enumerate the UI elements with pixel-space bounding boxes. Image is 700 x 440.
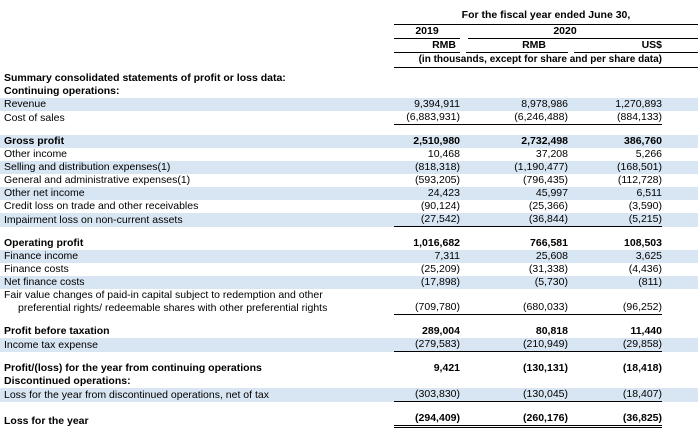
value-cell: (29,858) bbox=[568, 338, 662, 352]
row-label: Summary consolidated statements of profit or loss data: bbox=[4, 72, 286, 84]
row-label: Revenue bbox=[4, 98, 47, 110]
row-label: Net finance costs bbox=[4, 276, 85, 288]
value-cell: (18,407) bbox=[568, 388, 662, 402]
row-label: Fair value changes of paid-in capital subject to redemption and other preferential rights/ redeemable shares with other preferential rights bbox=[4, 289, 328, 314]
header-currency-row bbox=[0, 39, 698, 53]
table-row bbox=[0, 174, 698, 187]
value-cell: 766,581 bbox=[530, 237, 568, 249]
value-cell: (818,318) bbox=[415, 161, 460, 173]
table-row bbox=[0, 325, 698, 338]
row-label: Selling and distribution expenses(1) bbox=[4, 161, 171, 173]
row-label: Discontinued operations: bbox=[4, 375, 131, 387]
value-cell: (3,590) bbox=[628, 200, 662, 212]
value-cell: 6,511 bbox=[636, 187, 662, 199]
value-cell: (36,844) bbox=[460, 213, 568, 227]
value-cell: (210,949) bbox=[460, 338, 568, 352]
row-spacer bbox=[0, 352, 698, 362]
value-cell: 10,468 bbox=[427, 148, 460, 160]
value-cell: 80,818 bbox=[535, 325, 568, 337]
value-cell: (168,501) bbox=[617, 161, 662, 173]
table-row bbox=[0, 135, 698, 148]
value-cell: 3,625 bbox=[635, 250, 662, 262]
table-row bbox=[0, 187, 698, 200]
value-cell: (17,898) bbox=[420, 276, 460, 288]
table-row bbox=[0, 148, 698, 161]
value-cell: (884,133) bbox=[568, 111, 662, 125]
row-spacer bbox=[0, 402, 698, 412]
table-row bbox=[0, 161, 698, 174]
table-row bbox=[0, 237, 698, 250]
table-row bbox=[0, 250, 698, 263]
value-cell: (680,033) bbox=[460, 301, 568, 315]
row-label: Operating profit bbox=[4, 237, 84, 249]
fiscal-year-heading: For the fiscal year ended June 30, bbox=[394, 8, 698, 25]
value-cell: 25,608 bbox=[535, 250, 568, 262]
table-row bbox=[0, 375, 698, 388]
value-cell: 45,997 bbox=[535, 187, 568, 199]
table-row bbox=[0, 388, 698, 402]
table-header bbox=[0, 8, 698, 68]
value-cell: (96,252) bbox=[568, 301, 662, 315]
currency-2020-usd: US$ bbox=[574, 39, 698, 53]
value-cell: 9,394,911 bbox=[414, 98, 460, 110]
table-row bbox=[0, 412, 698, 428]
row-label: Finance costs bbox=[4, 263, 69, 275]
row-label: General and administrative expenses(1) bbox=[4, 174, 191, 186]
header-year-row bbox=[0, 25, 698, 39]
value-cell: 108,503 bbox=[624, 237, 662, 249]
row-label: Loss for the year from discontinued operations, net of tax bbox=[4, 389, 269, 401]
value-cell: 1,016,682 bbox=[413, 237, 460, 249]
units-note: (in thousands, except for share and per share data) bbox=[394, 53, 698, 68]
value-cell: (5,215) bbox=[568, 213, 662, 227]
value-cell: 8,978,986 bbox=[521, 98, 568, 110]
value-cell: (6,883,931) bbox=[394, 111, 460, 125]
value-cell: 1,270,893 bbox=[615, 98, 662, 110]
row-label: Impairment loss on non-current assets bbox=[4, 214, 183, 226]
value-cell: (294,409) bbox=[394, 412, 460, 428]
row-spacer bbox=[0, 315, 698, 325]
row-label: Income tax expense bbox=[4, 339, 98, 351]
row-spacer bbox=[0, 125, 698, 135]
row-label: Cost of sales bbox=[4, 112, 65, 124]
table-row bbox=[0, 362, 698, 375]
value-cell: (6,246,488) bbox=[460, 111, 568, 125]
value-cell: (279,583) bbox=[394, 338, 460, 352]
row-label: Profit before taxation bbox=[4, 325, 110, 337]
row-label: Loss for the year bbox=[4, 415, 89, 427]
value-cell: (36,825) bbox=[568, 412, 662, 428]
table-row bbox=[0, 213, 698, 227]
value-cell: 7,311 bbox=[434, 250, 460, 262]
column-year-2019: 2019 bbox=[394, 25, 460, 39]
row-label: Other income bbox=[4, 148, 68, 160]
row-label: Continuing operations: bbox=[4, 85, 120, 97]
value-cell: (90,124) bbox=[420, 200, 460, 212]
value-cell: (27,542) bbox=[394, 213, 460, 227]
table-row bbox=[0, 338, 698, 352]
value-cell: 11,440 bbox=[630, 325, 662, 337]
value-cell: (593,205) bbox=[415, 174, 460, 186]
value-cell: 37,208 bbox=[535, 148, 568, 160]
currency-2019-rmb: RMB bbox=[394, 39, 460, 53]
header-fiscal-row bbox=[0, 8, 698, 25]
row-label: Finance income bbox=[4, 250, 79, 262]
value-cell: 24,423 bbox=[427, 187, 460, 199]
value-cell: (5,730) bbox=[534, 276, 568, 288]
column-year-2020: 2020 bbox=[468, 25, 698, 39]
table-row bbox=[0, 276, 698, 289]
value-cell: 5,266 bbox=[635, 148, 662, 160]
value-cell: (18,418) bbox=[622, 362, 662, 374]
value-cell: (31,338) bbox=[528, 263, 568, 275]
table-row bbox=[0, 263, 698, 276]
row-label: Other net income bbox=[4, 187, 85, 199]
table-row bbox=[0, 98, 698, 111]
value-cell: (130,045) bbox=[460, 388, 568, 402]
value-cell: (4,436) bbox=[628, 263, 662, 275]
value-cell: (796,435) bbox=[523, 174, 568, 186]
value-cell: 289,004 bbox=[422, 325, 460, 337]
currency-2020-rmb: RMB bbox=[466, 39, 568, 53]
row-label: Credit loss on trade and other receivables bbox=[4, 200, 199, 212]
value-cell: 386,760 bbox=[624, 135, 662, 147]
table-row bbox=[0, 111, 698, 125]
value-cell: 2,732,498 bbox=[521, 135, 568, 147]
header-units-row bbox=[0, 53, 698, 68]
table-row bbox=[0, 72, 698, 85]
value-cell: 2,510,980 bbox=[413, 135, 460, 147]
value-cell: (130,131) bbox=[523, 362, 568, 374]
table-body bbox=[0, 72, 698, 428]
value-cell: 9,421 bbox=[433, 362, 460, 374]
table-row bbox=[0, 85, 698, 98]
table-row bbox=[0, 289, 698, 315]
value-cell: (25,366) bbox=[528, 200, 568, 212]
row-spacer bbox=[0, 227, 698, 237]
value-cell: (260,176) bbox=[460, 412, 568, 428]
table-row bbox=[0, 200, 698, 213]
value-cell: (1,190,477) bbox=[514, 161, 568, 173]
value-cell: (709,780) bbox=[394, 301, 460, 315]
value-cell: (112,728) bbox=[617, 174, 662, 186]
value-cell: (811) bbox=[638, 276, 662, 288]
row-label: Gross profit bbox=[4, 135, 65, 147]
row-label: Profit/(loss) for the year from continuing operations bbox=[4, 362, 262, 374]
value-cell: (25,209) bbox=[420, 263, 460, 275]
value-cell: (303,830) bbox=[394, 388, 460, 402]
